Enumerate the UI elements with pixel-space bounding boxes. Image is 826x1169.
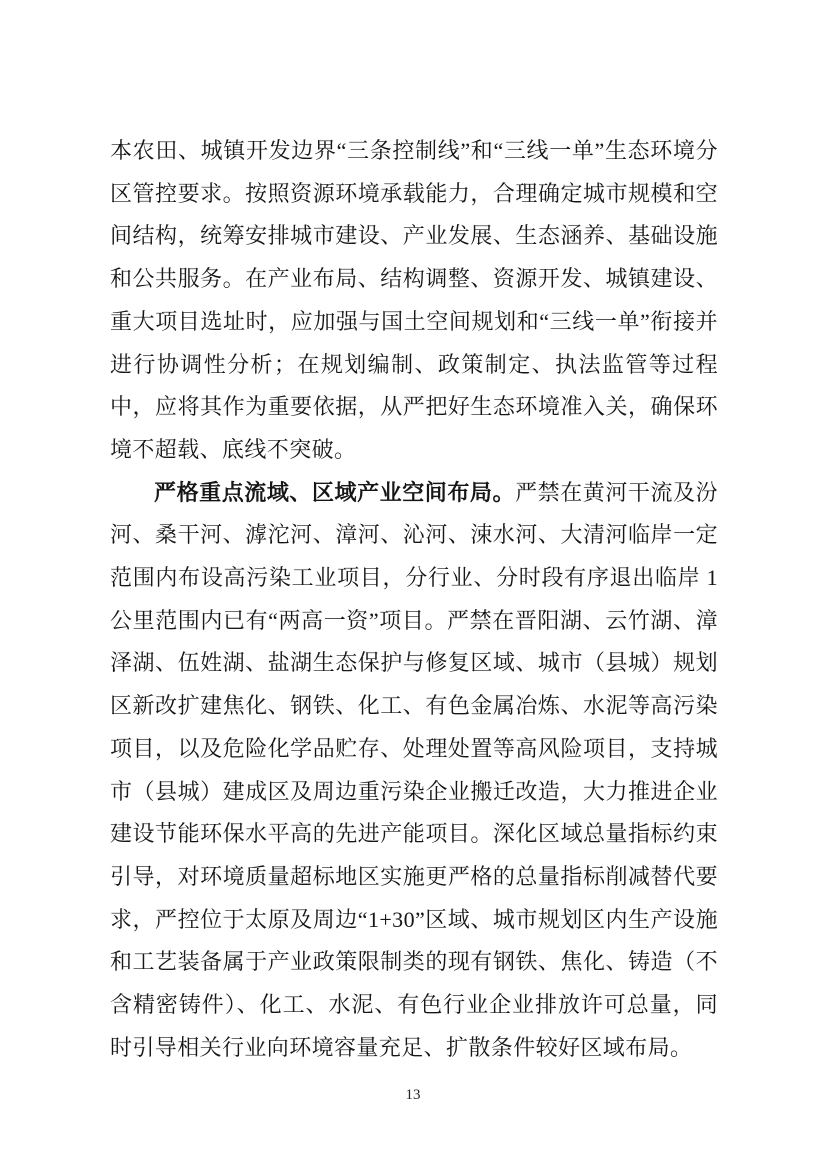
paragraph-section [110, 472, 718, 1070]
paragraph-text: 本农田、城镇开发边界“三条控制线”和“三线一单”生态环境分区管控要求。按照资源环境承载能力，合理确定城市规模和空间结构，统筹安排城市建设、产业发展、生态涵养、基础设施和公共服务。在产业布局、结构调整、资源开发、城镇建设、重大项目选址时，应加强与国土空间规划和“三线一单”衔接并进行协调性分析；在规划编制、政策制定、执法监管等过程中，应将其作为重要依据，从严把好生态环境准入关，确保环境不超载、底线不突破。 [110, 138, 718, 462]
document-text-block [110, 130, 718, 1069]
paragraph-continuation [110, 130, 718, 472]
page-number: 13 [405, 1087, 421, 1103]
section-heading: 严格重点流域、区域产业空间布局。 [154, 479, 516, 505]
paragraph-text: 严禁在黄河干流及汾河、桑干河、滹沱河、漳河、沁河、涑水河、大清河临岸一定范围内布设高污染工业项目，分行业、分时段有序退出临岸 1 公里范围内已有“两高一资”项目。严禁在晋阳湖、云竹湖、漳泽湖、伍姓湖、盐湖生态保护与修复区域、城市（县城）规划区新改扩建焦化、钢铁、化工、有色金属冶炼、水泥等高污染项目，以及危险化学品贮存、处理处置等高风险项目，支持城市（县城）建成区及周边重污染企业搬迁改造，大力推进企业建设节能环保水平高的先进产能项目。深化区域总量指标约束引导，对环境质量超标地区实施更严格的总量指标削减替代要求，严控位于太原及周边“1+30”区域、城市规划区内生产设施和工艺装备属于产业政策限制类的现有钢铁、焦化、铸造（不含精密铸件）、化工、水泥、有色行业企业排放许可总量，同时引导相关行业向环境容量充足、扩散条件较好区域布局。 [110, 479, 718, 1060]
